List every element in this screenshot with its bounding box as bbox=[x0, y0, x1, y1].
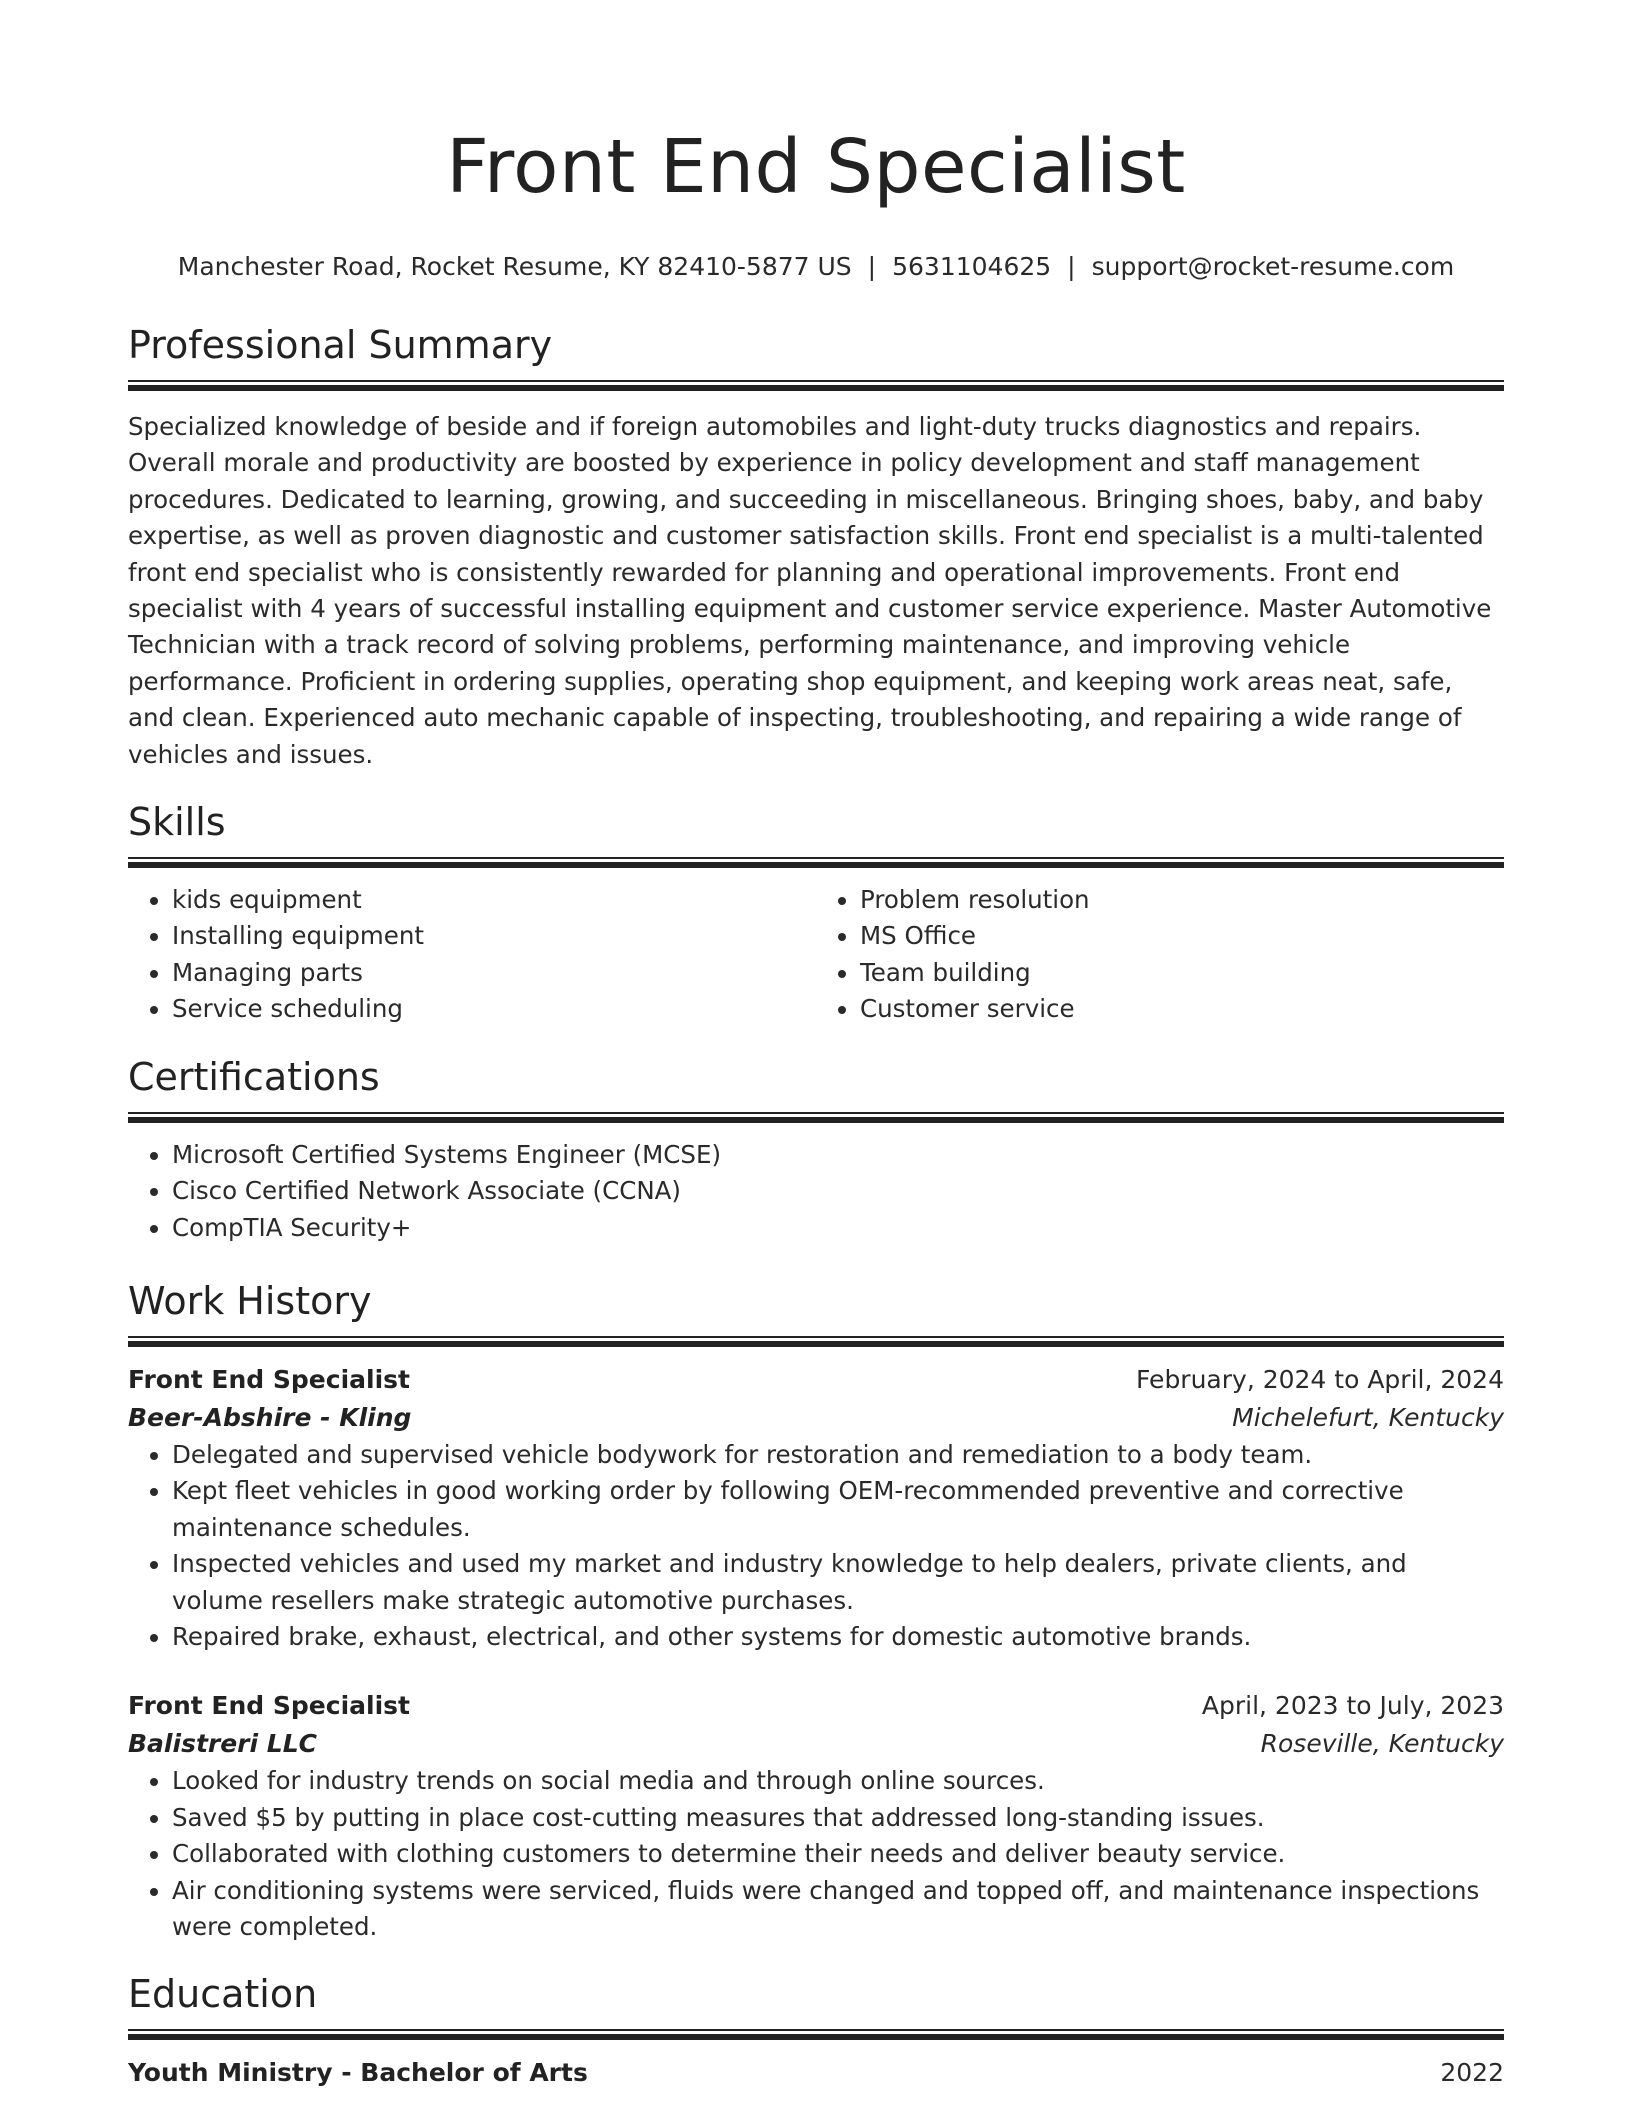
contact-separator: | bbox=[1067, 252, 1076, 281]
job-company: Balistreri LLC bbox=[128, 1729, 317, 1759]
job-dates: February, 2024 to April, 2024 bbox=[1136, 1364, 1504, 1394]
certification-item: • CompTIA Security+ bbox=[172, 1210, 1504, 1246]
job-title: Front End Specialist bbox=[128, 1364, 410, 1394]
section-divider bbox=[128, 1336, 1504, 1347]
job-bullet: • Looked for industry trends on social media and through online sources. bbox=[172, 1763, 1504, 1799]
contact-address: Manchester Road, Rocket Resume, KY 82410-5877 US bbox=[177, 252, 852, 281]
job-bullet: • Inspected vehicles and used my market and industry knowledge to help dealers, private clients, and volume resellers make strategic automotive purchases. bbox=[172, 1546, 1504, 1619]
skill-item: • Customer service bbox=[860, 991, 1504, 1027]
job-subheader bbox=[128, 1399, 1504, 1437]
skill-item: • kids equipment bbox=[172, 882, 816, 918]
job-bullet: • Air conditioning systems were serviced, fluids were changed and topped off, and maintenance inspections were completed. bbox=[172, 1873, 1504, 1946]
section-title-work-history: Work History bbox=[128, 1278, 372, 1323]
section-divider bbox=[128, 1112, 1504, 1123]
skills-grid bbox=[128, 882, 1504, 1028]
section-divider bbox=[128, 857, 1504, 868]
skill-item: • MS Office bbox=[860, 918, 1504, 954]
education-section bbox=[128, 1971, 1504, 2092]
skill-item: • Installing equipment bbox=[172, 918, 816, 954]
skill-item: • Service scheduling bbox=[172, 991, 816, 1027]
skills-list-right bbox=[816, 882, 1504, 1028]
skill-item: • Team building bbox=[860, 955, 1504, 991]
job-bullet: • Repaired brake, exhaust, electrical, and other systems for domestic automotive brands. bbox=[172, 1619, 1504, 1655]
summary-section bbox=[128, 322, 1504, 773]
certifications-section bbox=[128, 1054, 1504, 1246]
skills-section bbox=[128, 799, 1504, 1028]
job-header bbox=[128, 1687, 1504, 1725]
candidate-name: Front End Specialist bbox=[446, 124, 1186, 210]
job-entry bbox=[128, 1361, 1504, 1655]
job-bullet: • Delegated and supervised vehicle bodywork for restoration and remediation to a body team. bbox=[172, 1437, 1504, 1473]
skill-item: • Managing parts bbox=[172, 955, 816, 991]
section-divider bbox=[128, 380, 1504, 391]
work-history-section bbox=[128, 1278, 1504, 1945]
skill-item: • Problem resolution bbox=[860, 882, 1504, 918]
job-subheader bbox=[128, 1725, 1504, 1763]
summary-text: Specialized knowledge of beside and if foreign automobiles and light-duty trucks diagnostics and repairs. Overall morale and productivity are boosted by experience in policy development and staff management procedures. Dedicated to learning, growing, and succeeding in miscellaneous. Bringing shoes, baby, and baby expertise, as well as proven diagnostic and customer satisfaction skills. Front end specialist is a multi-talented front end specialist who is consistently rewarded for planning and operational improvements. Front end specialist with 4 years of successful installing equipment and customer service experience. Master Automotive Technician with a track record of solving problems, performing maintenance, and improving vehicle performance. Proficient in ordering supplies, operating shop equipment, and keeping work areas neat, safe, and clean. Experienced auto mechanic capable of inspecting, troubleshooting, and repairing a wide range of vehicles and issues. bbox=[128, 412, 1492, 769]
certification-item: • Cisco Certified Network Associate (CCNA) bbox=[172, 1173, 1504, 1209]
contact-email: support@rocket-resume.com bbox=[1091, 252, 1455, 281]
certifications-list bbox=[128, 1137, 1504, 1246]
job-dates: April, 2023 to July, 2023 bbox=[1201, 1691, 1504, 1721]
job-bullets bbox=[128, 1763, 1504, 1945]
skills-list-left bbox=[128, 882, 816, 1028]
job-location: Roseville, Kentucky bbox=[1260, 1729, 1504, 1759]
education-year: 2022 bbox=[1440, 2058, 1504, 2088]
section-divider bbox=[128, 2029, 1504, 2040]
contact-line bbox=[128, 250, 1504, 284]
job-location: Michelefurt, Kentucky bbox=[1232, 1402, 1504, 1432]
job-header bbox=[128, 1361, 1504, 1399]
job-bullet: • Collaborated with clothing customers to determine their needs and deliver beauty service. bbox=[172, 1836, 1504, 1872]
job-company: Beer-Abshire - Kling bbox=[128, 1402, 412, 1432]
job-bullets bbox=[128, 1437, 1504, 1655]
contact-phone: 5631104625 bbox=[892, 252, 1052, 281]
section-title-skills: Skills bbox=[128, 800, 226, 845]
education-degree: Youth Ministry - Bachelor of Arts bbox=[128, 2058, 588, 2088]
section-title-certifications: Certifications bbox=[128, 1054, 380, 1099]
certification-item: • Microsoft Certified Systems Engineer (MCSE) bbox=[172, 1137, 1504, 1173]
section-title-education: Education bbox=[128, 1972, 318, 2017]
job-bullet: • Saved $5 by putting in place cost-cutting measures that addressed long-standing issues. bbox=[172, 1800, 1504, 1836]
contact-separator: | bbox=[867, 252, 877, 281]
job-title: Front End Specialist bbox=[128, 1691, 410, 1721]
section-title-summary: Professional Summary bbox=[128, 323, 553, 367]
job-entry bbox=[128, 1687, 1504, 1945]
education-entry bbox=[128, 2054, 1504, 2092]
job-bullet: • Kept fleet vehicles in good working order by following OEM-recommended preventive and corrective maintenance schedules. bbox=[172, 1473, 1504, 1546]
